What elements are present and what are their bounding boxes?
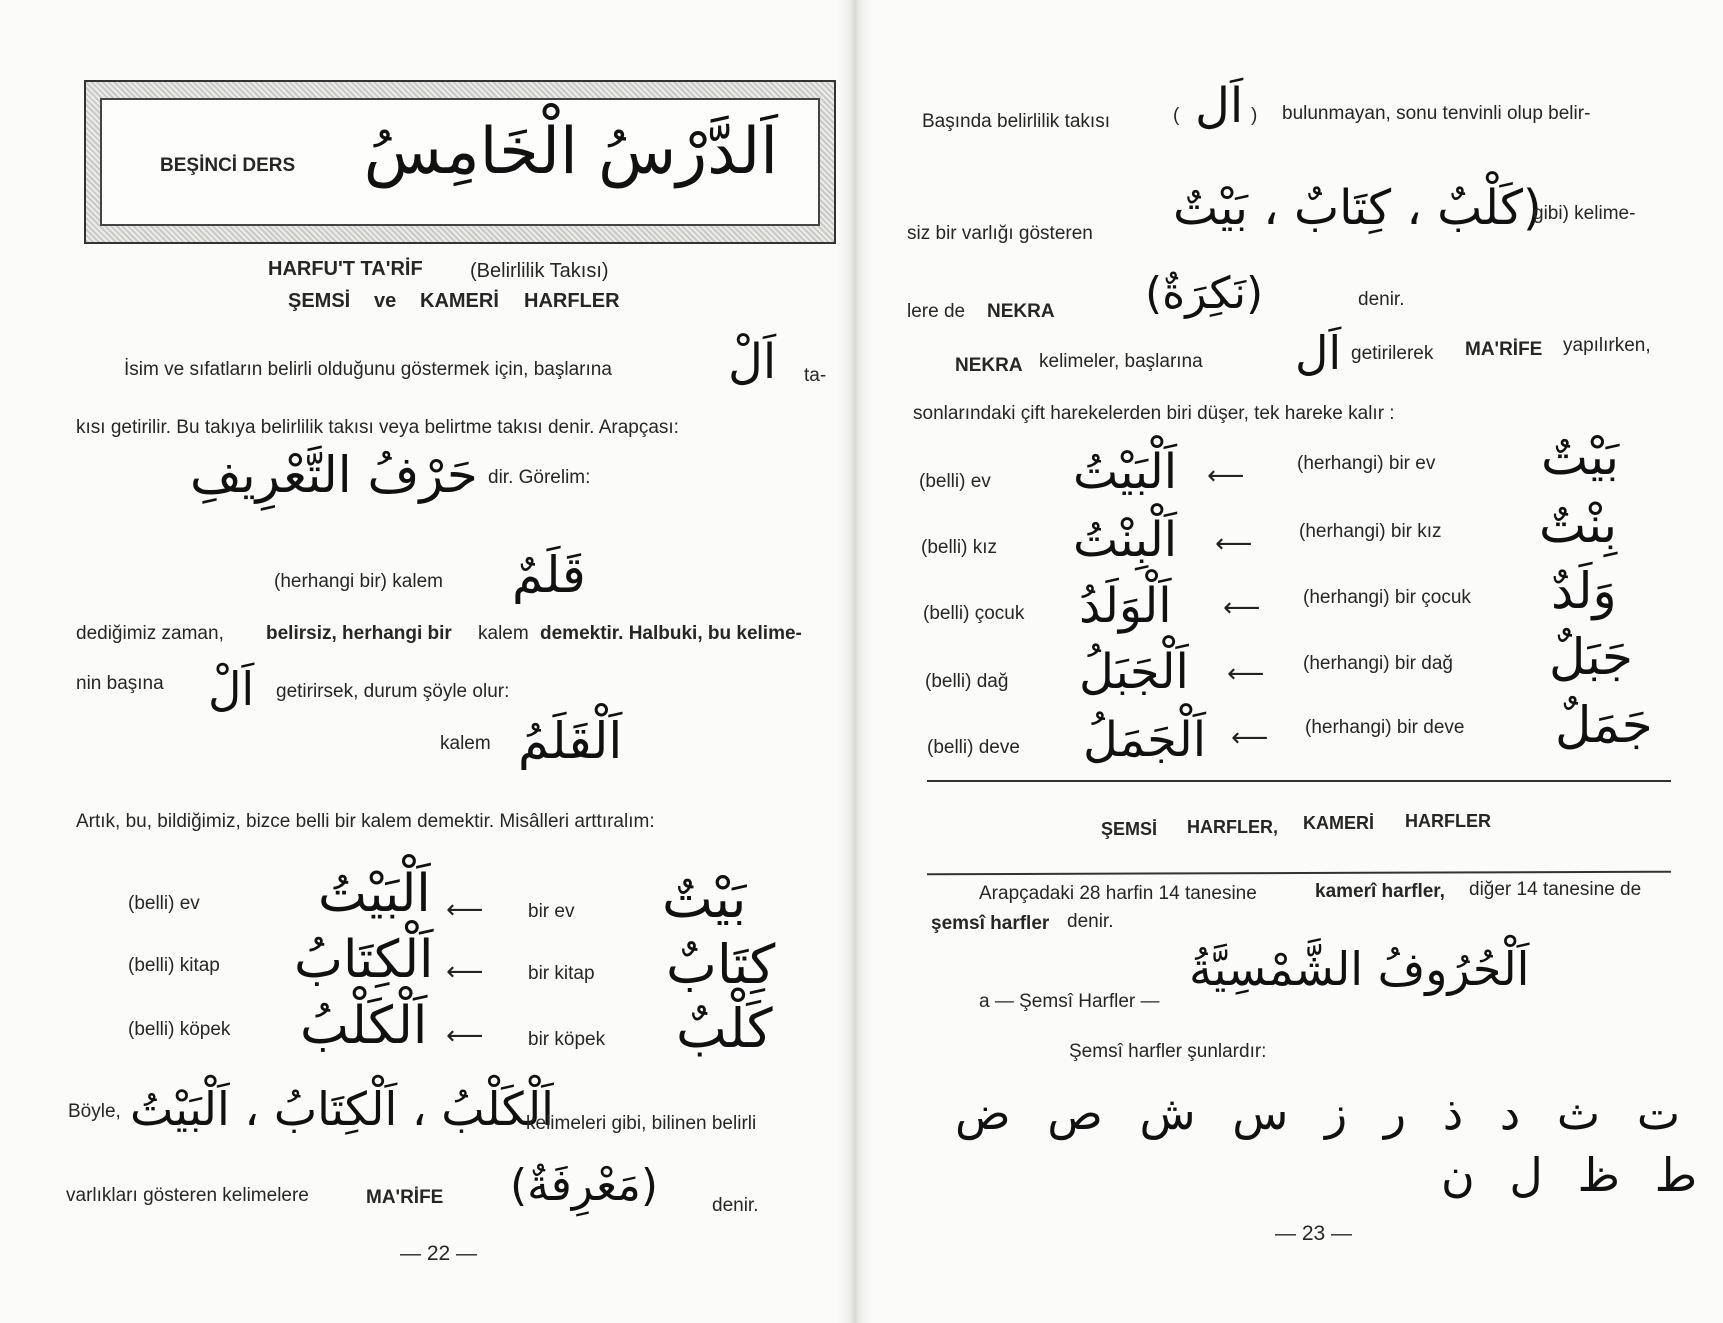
harfut-tarif-arabic: حَرْفُ التَّعْرِيفِ [190, 446, 478, 504]
section-heading-semsi: ŞEMSİ [1101, 819, 1158, 839]
right-line-3-b: denir. [1358, 289, 1405, 310]
al-prefix-arabic-2: اَلْ [208, 662, 255, 716]
right-line-4-al: اَل [1295, 326, 1342, 380]
section-heading-harfler-2: HARFLER [1405, 811, 1491, 831]
kelimeleri-gibi: kelimeleri gibi, bilinen belirli [526, 1113, 757, 1134]
arrow-icon: ⟵ [446, 1020, 484, 1050]
paragraph-3: Artık, bu, bildiğimiz, bizce belli bir kalem demektir. Misâlleri arttıralım: [76, 811, 655, 832]
lesson-title-inner [100, 98, 820, 226]
herhangi-bir-kalem: (herhangi bir) kalem [274, 571, 443, 592]
example-indefinite-tr: (herhangi) bir dağ [1303, 653, 1453, 674]
denir-left: denir. [712, 1195, 759, 1216]
left-page [0, 0, 855, 1323]
semsiyye-arabic: اَلْحُرُوفُ الشَّمْسِيَّةُ [1189, 942, 1530, 996]
example-definite-tr: (belli) dağ [925, 671, 1009, 692]
arrow-icon: ⟵ [1231, 722, 1269, 752]
paragraph-1-line-1-end: ta- [804, 365, 827, 386]
example-indefinite-ar: جَبَلٌ [1549, 628, 1633, 686]
page-number-right: — 23 — [1275, 1222, 1353, 1245]
section-heading-kameri: KAMERİ [1303, 813, 1374, 833]
intro-part-a: Arapçadaki 28 harfin 14 tanesine [979, 883, 1257, 904]
semsi-harfler-sunlardir: Şemsî harfler şunlardır: [1069, 1041, 1267, 1062]
right-line-2-b: gibi) kelime- [1533, 203, 1636, 224]
example-indefinite-ar: كِتَابٌ [666, 933, 776, 996]
section-rule-bottom [927, 871, 1671, 876]
paragraph-2-getirirsek: getirirsek, durum şöyle olur: [276, 681, 510, 702]
right-line-1-b: bulunmayan, sonu tenvinli olup belir- [1282, 103, 1591, 124]
qalam-arabic: قَلَمٌ [512, 546, 586, 604]
kalem-label: kalem [440, 733, 491, 754]
arrow-icon: ⟵ [446, 956, 484, 986]
example-indefinite-tr: bir köpek [528, 1029, 606, 1050]
right-page [855, 0, 1723, 1323]
arrow-icon: ⟵ [1215, 528, 1253, 558]
right-line-4-marife: MA'RİFE [1465, 339, 1543, 360]
example-definite-ar: اَلْجَبَلُ [1079, 644, 1189, 700]
right-line-1-a: Başında belirlilik takısı [922, 111, 1110, 132]
paragraph-2-part-a: dediğimiz zaman, [76, 623, 224, 644]
right-line-4-b: getirilerek [1351, 343, 1434, 364]
arrow-icon: ⟵ [1223, 592, 1261, 622]
alqalam-arabic: اَلْقَلَمُ [518, 712, 623, 770]
intro-kameri-harfler: kamerî harfler, [1315, 881, 1445, 902]
example-definite-tr: (belli) ev [919, 471, 991, 492]
a-semsi-harfler-label: a — Şemsî Harfler — [979, 991, 1160, 1012]
example-definite-ar: اَلْبَيْتُ [318, 864, 431, 924]
right-line-1-al: اَل [1195, 78, 1244, 134]
example-definite-tr: (belli) deve [927, 737, 1020, 758]
paragraph-1-line-1: İsim ve sıfatların belirli olduğunu göstermek için, başlarına [124, 359, 612, 380]
boyle-label: Böyle, [68, 1101, 121, 1122]
right-line-2-arabic: (كَلْبٌ ، كِتَابٌ ، بَيْتٌ [1173, 180, 1542, 236]
paragraph-2-nin-basina: nin başına [76, 673, 164, 694]
al-prefix-arabic-1: اَلْ [728, 334, 777, 390]
boyle-arabic-words: اَلْكَلْبُ ، اَلْكِتَابُ ، اَلْبَيْتُ [130, 1082, 554, 1136]
heading-harfut-tarif: HARFU'T TA'RİF [268, 258, 423, 280]
example-indefinite-tr: bir ev [528, 901, 575, 922]
semsi-letters-row-1: ت ث د ذ ر ز س ش ص ض [955, 1086, 1681, 1140]
example-definite-tr: (belli) kitap [128, 955, 220, 976]
example-indefinite-tr: (herhangi) bir kız [1299, 521, 1442, 542]
example-indefinite-tr: (herhangi) bir deve [1305, 717, 1465, 738]
example-definite-ar: اَلْكِتَابُ [294, 930, 434, 990]
heading-ve: ve [374, 290, 397, 312]
example-definite-ar: اَلْكَلْبُ [300, 996, 428, 1056]
right-line-1-paren-open: ( [1173, 105, 1180, 126]
paragraph-2-demektir: demektir. Halbuki, bu kelime- [540, 623, 802, 644]
lesson-title-box [84, 80, 836, 244]
intro-part-c: denir. [1067, 911, 1114, 932]
varliklari-gosteren: varlıkları gösteren kelimelere [66, 1185, 309, 1206]
example-indefinite-ar: جَمَلٌ [1555, 696, 1653, 754]
right-line-5: sonlarındaki çift harekelerden biri düşer, tek hareke kalır : [913, 403, 1395, 424]
right-line-3-a: lere de [907, 301, 966, 322]
heading-semsi: ŞEMSİ [288, 290, 351, 312]
example-indefinite-ar: بَيْتٌ [662, 867, 747, 930]
heading-belirlilik-takisi: (Belirlilik Takısı) [470, 260, 609, 282]
arrow-icon: ⟵ [1227, 658, 1265, 688]
marife-arabic: (مَعْرِفَةٌ) [510, 1160, 659, 1211]
dir-gorelim: dir. Görelim: [488, 467, 591, 488]
arrow-icon: ⟵ [1207, 460, 1245, 490]
marife-label: MA'RİFE [366, 1187, 444, 1208]
lesson-title-arabic: اَلدَّرْسُ الْخَامِسُ [363, 115, 778, 189]
example-indefinite-tr: (herhangi) bir çocuk [1303, 587, 1471, 608]
section-rule-top [927, 780, 1671, 782]
section-heading-harfler-1: HARFLER, [1187, 817, 1278, 837]
intro-part-b: diğer 14 tanesine de [1469, 879, 1642, 900]
right-line-3-nekra: NEKRA [987, 301, 1055, 322]
intro-semsi-harfler: şemsî harfler [931, 913, 1050, 934]
example-definite-tr: (belli) ev [128, 893, 200, 914]
right-line-4-a: kelimeler, başlarına [1039, 351, 1203, 372]
example-indefinite-ar: كَلْبٌ [676, 997, 773, 1060]
lesson-label: BEŞİNCİ DERS [160, 155, 296, 176]
example-indefinite-tr: bir kitap [528, 963, 595, 984]
example-indefinite-ar: وَلَدٌ [1551, 562, 1617, 620]
example-indefinite-tr: (herhangi) bir ev [1297, 453, 1436, 474]
paragraph-2-kalem: kalem [478, 623, 529, 644]
paragraph-2-belirsiz: belirsiz, herhangi bir [266, 623, 452, 644]
example-definite-ar: اَلْجَمَلُ [1083, 712, 1207, 768]
heading-kameri: KAMERİ [420, 290, 499, 312]
example-definite-ar: اَلْبَيْتُ [1073, 444, 1178, 500]
example-definite-ar: اَلْبِنْتُ [1073, 512, 1178, 568]
semsi-letters-row-2: ط ظ ل ن [1441, 1148, 1698, 1202]
example-indefinite-ar: بَيْتٌ [1541, 428, 1620, 486]
right-line-1-paren-close: ) [1251, 105, 1258, 126]
example-definite-tr: (belli) köpek [128, 1019, 231, 1040]
paragraph-1-line-2: kısı getirilir. Bu takıya belirlilik takısı veya belirtme takısı denir. Arapçası: [76, 417, 679, 438]
arrow-icon: ⟵ [446, 894, 484, 924]
heading-harfler: HARFLER [524, 290, 620, 312]
right-line-4-c: yapılırken, [1563, 335, 1651, 356]
example-definite-ar: اَلْوَلَدُ [1079, 578, 1172, 634]
nekra-arabic: (نَكِرَةٌ) [1145, 268, 1264, 319]
page-number-left: — 22 — [400, 1242, 478, 1265]
right-line-2-a: siz bir varlığı gösteren [907, 223, 1093, 244]
example-definite-tr: (belli) kız [921, 537, 998, 558]
example-indefinite-ar: بِنْتٌ [1539, 496, 1618, 554]
example-definite-tr: (belli) çocuk [923, 603, 1025, 624]
right-line-4-nekra: NEKRA [955, 355, 1023, 376]
